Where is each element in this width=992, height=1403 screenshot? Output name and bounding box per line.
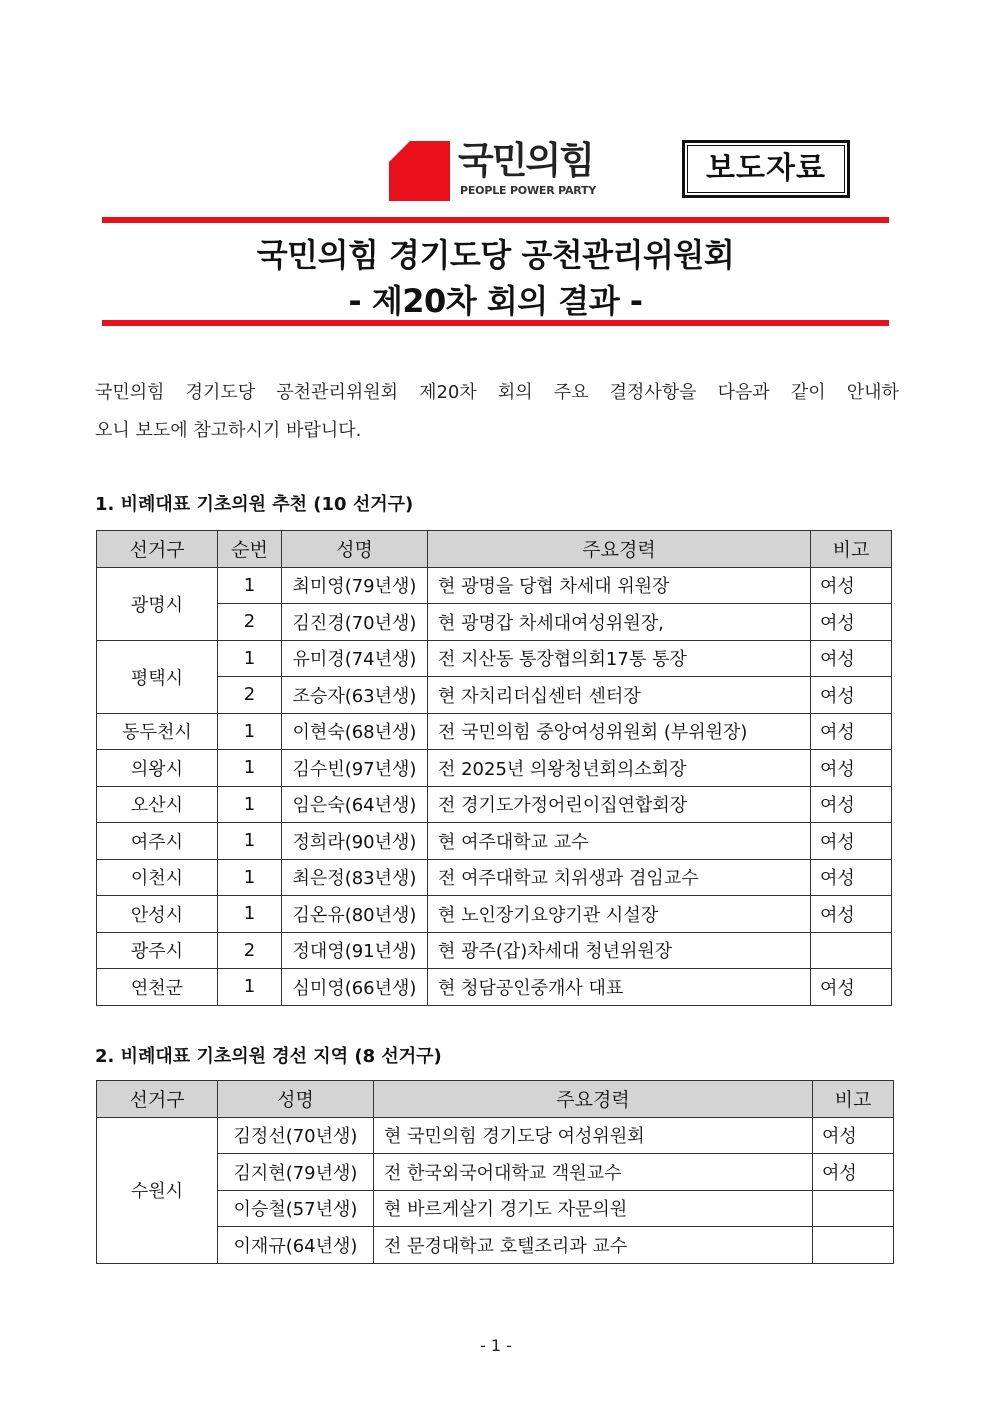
table-header-row	[97, 1081, 894, 1118]
district-cell: 연천군	[97, 969, 218, 1006]
career-cell: 전 문경대학교 호텔조리과 교수	[374, 1227, 813, 1264]
table-row	[97, 969, 892, 1006]
career-cell: 현 바르게살기 경기도 자문의원	[374, 1190, 813, 1227]
order-cell: 1	[218, 786, 282, 823]
table-row	[97, 859, 892, 896]
primary-election-table	[96, 1080, 894, 1264]
career-cell: 현 청담공인중개사 대표	[428, 969, 811, 1006]
order-cell: 1	[218, 640, 282, 677]
career-cell: 전 국민의힘 중앙여성위원회 (부위원장)	[428, 713, 811, 750]
district-cell: 이천시	[97, 859, 218, 896]
column-header: 성명	[218, 1081, 374, 1118]
district-cell: 수원시	[97, 1117, 218, 1263]
intro-word: 회의	[497, 382, 533, 403]
note-cell	[813, 1227, 894, 1264]
intro-line-2: 오니 보도에 참고하시기 바랍니다.	[95, 420, 362, 441]
career-cell: 현 광명을 당협 차세대 위원장	[428, 567, 811, 604]
note-cell	[811, 932, 892, 969]
name-cell: 김지현(79년생)	[218, 1154, 374, 1191]
district-cell: 평택시	[97, 640, 218, 713]
note-cell: 여성	[813, 1117, 894, 1154]
intro-word: 안내하	[846, 382, 899, 403]
note-cell: 여성	[811, 823, 892, 860]
name-cell: 최미영(79년생)	[282, 567, 428, 604]
order-cell: 2	[218, 677, 282, 714]
note-cell: 여성	[811, 750, 892, 787]
intro-word: 다음과	[717, 382, 770, 403]
note-cell: 여성	[811, 786, 892, 823]
note-cell: 여성	[811, 859, 892, 896]
table-header-row	[97, 531, 892, 568]
party-logo-mark-icon	[388, 140, 450, 202]
note-cell: 여성	[811, 567, 892, 604]
column-header: 선거구	[97, 1081, 218, 1118]
career-cell: 현 국민의힘 경기도당 여성위원회	[374, 1117, 813, 1154]
order-cell: 2	[218, 604, 282, 641]
title-bottom-rule	[102, 320, 889, 326]
district-cell: 여주시	[97, 823, 218, 860]
order-cell: 1	[218, 750, 282, 787]
note-cell: 여성	[811, 677, 892, 714]
career-cell: 현 여주대학교 교수	[428, 823, 811, 860]
column-header: 비고	[811, 531, 892, 568]
logo-english-text: PEOPLE POWER PARTY	[460, 184, 597, 197]
order-cell: 1	[218, 713, 282, 750]
column-header: 성명	[282, 531, 428, 568]
name-cell: 이승철(57년생)	[218, 1190, 374, 1227]
column-header: 주요경력	[374, 1081, 813, 1118]
column-header: 비고	[813, 1081, 894, 1118]
intro-line-1	[95, 374, 899, 412]
career-cell: 현 노인장기요양기관 시설장	[428, 896, 811, 933]
career-cell: 현 자치리더십센터 센터장	[428, 677, 811, 714]
intro-word: 결정사항을	[609, 382, 697, 403]
intro-word: 주요	[553, 382, 589, 403]
column-header: 선거구	[97, 531, 218, 568]
title-top-rule	[102, 217, 889, 223]
column-header: 순번	[218, 531, 282, 568]
career-cell: 전 지산동 통장협의회17통 통장	[428, 640, 811, 677]
name-cell: 조승자(63년생)	[282, 677, 428, 714]
note-cell: 여성	[811, 604, 892, 641]
note-cell: 여성	[813, 1154, 894, 1191]
table-row	[97, 896, 892, 933]
table-row	[97, 786, 892, 823]
name-cell: 심미영(66년생)	[282, 969, 428, 1006]
note-cell: 여성	[811, 640, 892, 677]
name-cell: 정희라(90년생)	[282, 823, 428, 860]
district-cell: 광명시	[97, 567, 218, 640]
name-cell: 이재규(64년생)	[218, 1227, 374, 1264]
table-row	[97, 567, 892, 604]
intro-word: 국민의힘	[95, 382, 165, 403]
district-cell: 오산시	[97, 786, 218, 823]
name-cell: 김정선(70년생)	[218, 1117, 374, 1154]
name-cell: 김수빈(97년생)	[282, 750, 428, 787]
table-row	[97, 750, 892, 787]
name-cell: 정대영(91년생)	[282, 932, 428, 969]
intro-word: 경기도당	[185, 382, 256, 403]
order-cell: 2	[218, 932, 282, 969]
note-cell: 여성	[811, 969, 892, 1006]
career-cell: 전 경기도가정어린이집연합회장	[428, 786, 811, 823]
intro-word: 같이	[790, 382, 826, 403]
career-cell: 전 한국외국어대학교 객원교수	[374, 1154, 813, 1191]
intro-word: 공천관리위원회	[276, 382, 398, 403]
press-release-label: 보도자료	[687, 145, 845, 193]
note-cell: 여성	[811, 713, 892, 750]
order-cell: 1	[218, 567, 282, 604]
district-cell: 안성시	[97, 896, 218, 933]
table-row	[97, 823, 892, 860]
district-cell: 동두천시	[97, 713, 218, 750]
page-title-line1: 국민의힘 경기도당 공천관리위원회	[256, 236, 735, 274]
logo-korean-text: 국민의힘	[458, 139, 593, 182]
name-cell: 최은정(83년생)	[282, 859, 428, 896]
table-row	[97, 713, 892, 750]
name-cell: 임은숙(64년생)	[282, 786, 428, 823]
section1-heading: 1. 비례대표 기초의원 추천 (10 선거구)	[95, 494, 414, 515]
press-release-badge	[682, 140, 850, 198]
district-cell: 의왕시	[97, 750, 218, 787]
party-logo	[388, 140, 598, 202]
career-cell: 현 광명갑 차세대여성위원장,	[428, 604, 811, 641]
column-header: 주요경력	[428, 531, 811, 568]
name-cell: 이현숙(68년생)	[282, 713, 428, 750]
name-cell: 김온유(80년생)	[282, 896, 428, 933]
recommendation-table	[96, 530, 892, 1006]
order-cell: 1	[218, 969, 282, 1006]
section2-heading: 2. 비례대표 기초의원 경선 지역 (8 선거구)	[95, 1046, 442, 1067]
career-cell: 현 광주(갑)차세대 청년위원장	[428, 932, 811, 969]
career-cell: 전 2025년 의왕청년회의소회장	[428, 750, 811, 787]
order-cell: 1	[218, 859, 282, 896]
district-cell: 광주시	[97, 932, 218, 969]
intro-paragraph	[95, 374, 899, 450]
name-cell: 유미경(74년생)	[282, 640, 428, 677]
table-row	[97, 932, 892, 969]
note-cell: 여성	[811, 896, 892, 933]
table-row	[97, 640, 892, 677]
order-cell: 1	[218, 823, 282, 860]
page-number: - 1 -	[480, 1336, 512, 1355]
order-cell: 1	[218, 896, 282, 933]
name-cell: 김진경(70년생)	[282, 604, 428, 641]
career-cell: 전 여주대학교 치위생과 겸임교수	[428, 859, 811, 896]
note-cell	[813, 1190, 894, 1227]
intro-word: 제20차	[419, 382, 477, 403]
table-row	[97, 1117, 894, 1154]
page-title-line2: - 제20차 회의 결과 -	[348, 282, 643, 320]
